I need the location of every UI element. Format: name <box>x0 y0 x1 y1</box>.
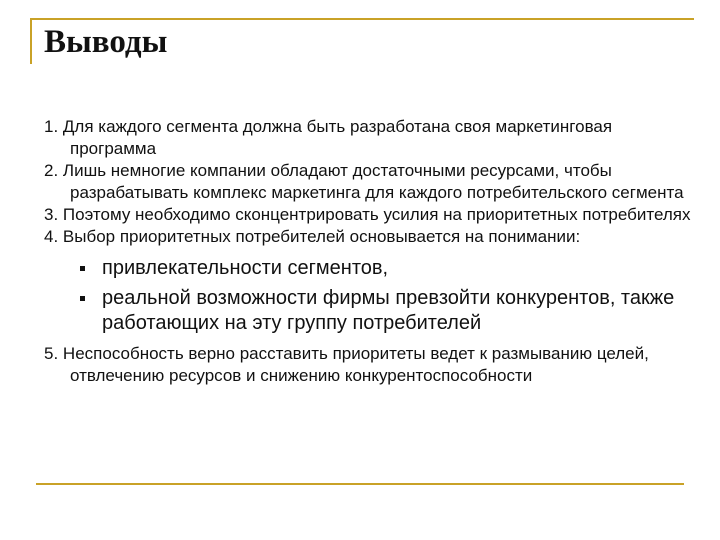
sub-item-2 <box>44 286 694 336</box>
list-item-number: 1. <box>44 117 59 136</box>
square-bullet-icon <box>80 266 85 271</box>
bottom-accent-rule <box>36 483 684 485</box>
list-item-text: Неспособность верно расставить приоритеты ведет к размыванию целей, отвлечению ресурсов и снижению конкурентоспособности <box>62 344 649 385</box>
list-item-number: 5. <box>44 344 59 363</box>
list-item-text: Для каждого сегмента должна быть разработана своя маркетинговая программа <box>62 117 613 158</box>
sub-item-text: реальной возможности фирмы превзойти конкурентов, также работающих на эту группу потребителей <box>102 287 675 334</box>
list-item-5 <box>44 343 694 387</box>
list-item-number: 4. <box>44 227 59 246</box>
left-accent-rule <box>30 18 32 64</box>
list-item-2 <box>44 160 694 204</box>
list-item-number: 2. <box>44 161 59 180</box>
list-item-text: Поэтому необходимо сконцентрировать усилия на приоритетных потребителях <box>62 205 691 224</box>
slide-title: Выводы <box>44 24 168 60</box>
top-accent-rule <box>30 18 694 20</box>
list-item-text: Выбор приоритетных потребителей основывается на понимании: <box>62 227 581 246</box>
list-item-text: Лишь немногие компании обладают достаточными ресурсами, чтобы разрабатывать комплекс маркетинга для каждого потребительского сегмента <box>62 161 684 202</box>
square-bullet-icon <box>80 296 85 301</box>
list-item-1 <box>44 116 694 160</box>
sub-item-text: привлекательности сегментов, <box>102 257 389 279</box>
list-item-3 <box>44 204 694 226</box>
list-item-4 <box>44 226 694 248</box>
slide-body <box>44 116 694 387</box>
sub-item-1 <box>44 256 694 281</box>
list-item-number: 3. <box>44 205 59 224</box>
